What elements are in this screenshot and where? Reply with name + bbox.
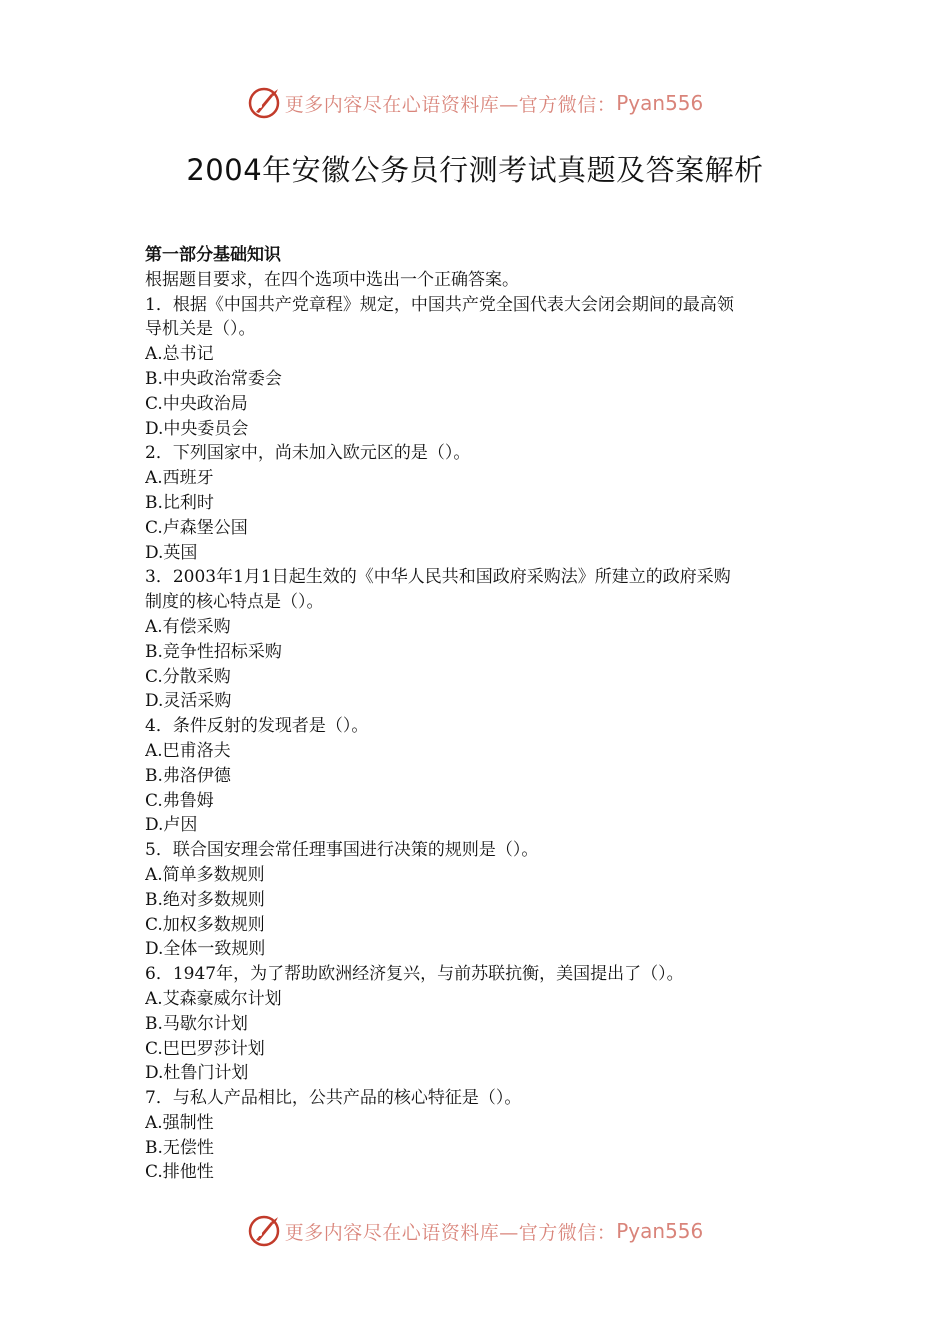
quill-logo-icon [247,1214,281,1248]
option-line: B.弗洛伊德 [145,765,231,786]
watermark-text: 更多内容尽在心语资料库—官方微信： [284,93,617,116]
option-line: C.弗鲁姆 [145,790,214,811]
option-line: D.英国 [145,542,198,563]
question-line: 7．与私人产品相比，公共产品的核心特征是（）。 [145,1088,522,1109]
watermark-wechat-id: Pyan556 [616,91,704,115]
footer-watermark-banner [0,1211,950,1251]
question-line: 制度的核心特点是（）。 [145,592,324,613]
document-body [145,243,815,1185]
option-line: B.绝对多数规则 [145,889,265,910]
section-heading: 第一部分基础知识 [145,245,281,265]
instructions-text: 根据题目要求，在四个选项中选出一个正确答案。 [145,269,519,290]
option-line: A.总书记 [145,344,214,365]
option-line: C.排他性 [145,1162,214,1183]
option-line: D.杜鲁门计划 [145,1063,249,1084]
watermark-wechat-id: Pyan556 [616,1219,704,1243]
option-line: B.中央政治常委会 [145,368,282,389]
question-line: 2．下列国家中，尚未加入欧元区的是（）。 [145,443,471,464]
document-title: 2004年安徽公务员行测考试真题及答案解析 [186,153,764,187]
option-line: C.分散采购 [145,666,231,687]
option-line: B.无偿性 [145,1137,214,1158]
option-line: B.比利时 [145,492,214,513]
question-line: 6．1947年，为了帮助欧洲经济复兴，与前苏联抗衡，美国提出了（）。 [145,964,684,985]
option-line: B.竞争性招标采购 [145,641,282,662]
option-line: C.巴巴罗莎计划 [145,1038,265,1059]
option-line: A.简单多数规则 [145,864,265,885]
question-line: 1．根据《中国共产党章程》规定，中国共产党全国代表大会闭会期间的最高领 [145,294,734,315]
option-line: C.卢森堡公国 [145,517,248,538]
option-line: D.卢因 [145,815,198,836]
quill-logo-icon [247,86,281,120]
option-line: C.中央政治局 [145,393,248,414]
option-line: C.加权多数规则 [145,914,265,935]
option-line: B.马歇尔计划 [145,1013,248,1034]
option-line: A.巴甫洛夫 [145,740,231,761]
question-line: 4．条件反射的发现者是（）。 [145,716,369,737]
question-line: 导机关是（）。 [145,319,256,340]
watermark-text: 更多内容尽在心语资料库—官方微信： [284,1221,617,1244]
option-line: D.全体一致规则 [145,939,266,960]
option-line: D.中央委员会 [145,418,249,439]
option-line: A.西班牙 [145,468,214,489]
question-line: 5．联合国安理会常任理事国进行决策的规则是（）。 [145,840,539,861]
option-line: A.有偿采购 [145,616,231,637]
question-line: 3．2003年1月1日起生效的《中华人民共和国政府采购法》所建立的政府采购 [145,567,731,588]
option-line: A.强制性 [145,1112,214,1133]
option-line: D.灵活采购 [145,691,232,712]
header-watermark-banner [0,83,950,123]
option-line: A.艾森豪威尔计划 [145,988,282,1009]
